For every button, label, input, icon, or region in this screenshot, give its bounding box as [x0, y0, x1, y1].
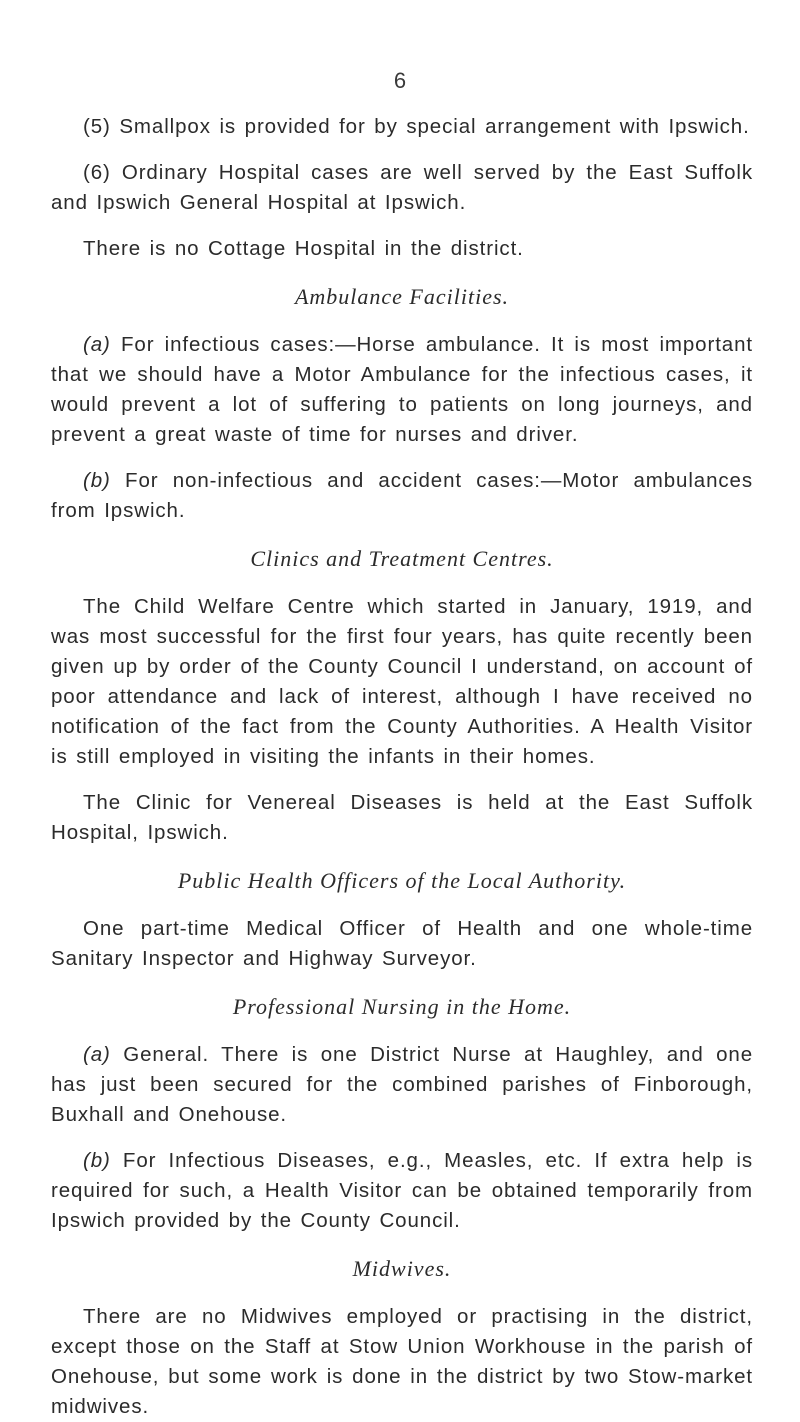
- paragraph-smallpox: (5) Smallpox is provided for by special arrangement with Ipswich.: [83, 115, 750, 138]
- label-a: (a): [83, 1043, 111, 1066]
- paragraph-venereal-clinic: The Clinic for Venereal Diseases is held at the East Suffolk Hospital, Ipswich.: [51, 791, 753, 844]
- ambulance-non-infectious-text: For non-infectious and accident cases:—Motor ambulances from Ipswich.: [51, 469, 753, 522]
- paragraph-officers: One part-time Medical Officer of Health and one whole-time Sanitary Inspector and Highway Surveyor.: [51, 917, 753, 970]
- paragraph-child-welfare: The Child Welfare Centre which started in January, 1919, and was most successful for the first four years, has quite recently been given up by order of the County Council I understand, on account of poor attendance and lack of interest, although I have received no notification of the fact from the County Authorities. A Health Visitor is still employed in visiting the infants in their homes.: [51, 595, 753, 768]
- heading-midwives: Midwives.: [352, 1256, 452, 1281]
- nursing-general-text: General. There is one District Nurse at Haughley, and one has just been secured for the combined parishes of Finborough, Buxhall and Onehouse.: [51, 1043, 753, 1126]
- page-number: 6: [393, 68, 407, 93]
- label-b: (b): [83, 1149, 111, 1172]
- heading-public-health-officers: Public Health Officers of the Local Authority.: [177, 868, 627, 893]
- paragraph-midwives: There are no Midwives employed or practising in the district, except those on the Staff at Stow Union Workhouse in the parish of Onehouse, but some work is done in the district by two Stow-market midwives.: [51, 1305, 753, 1418]
- paragraph-ambulance-non-infectious: [51, 466, 753, 526]
- page-content: [51, 112, 753, 1422]
- paragraph-cottage-hospital: There is no Cottage Hospital in the district.: [83, 237, 524, 260]
- heading-clinics: Clinics and Treatment Centres.: [250, 546, 554, 571]
- paragraph-nursing-general: [51, 1040, 753, 1130]
- nursing-infectious-text: For Infectious Diseases, e.g., Measles, etc. If extra help is required for such, a Health Visitor can be obtained temporarily from Ipswich provided by the County Council.: [51, 1149, 753, 1232]
- paragraph-ordinary-hospital: (6) Ordinary Hospital cases are well served by the East Suffolk and Ipswich General Hospital at Ipswich.: [51, 161, 753, 214]
- heading-professional-nursing: Professional Nursing in the Home.: [232, 994, 572, 1019]
- paragraph-nursing-infectious: [51, 1146, 753, 1236]
- paragraph-ambulance-infectious: [51, 330, 753, 450]
- ambulance-infectious-text: For infectious cases:—Horse ambulance. It is most important that we should have a Motor Ambulance for the infectious cases, it would prevent a lot of suffering to patients on long journeys, and prevent a great waste of time for nurses and driver.: [51, 333, 753, 446]
- heading-ambulance-facilities: Ambulance Facilities.: [294, 284, 510, 309]
- label-b: (b): [83, 469, 111, 492]
- label-a: (a): [83, 333, 111, 356]
